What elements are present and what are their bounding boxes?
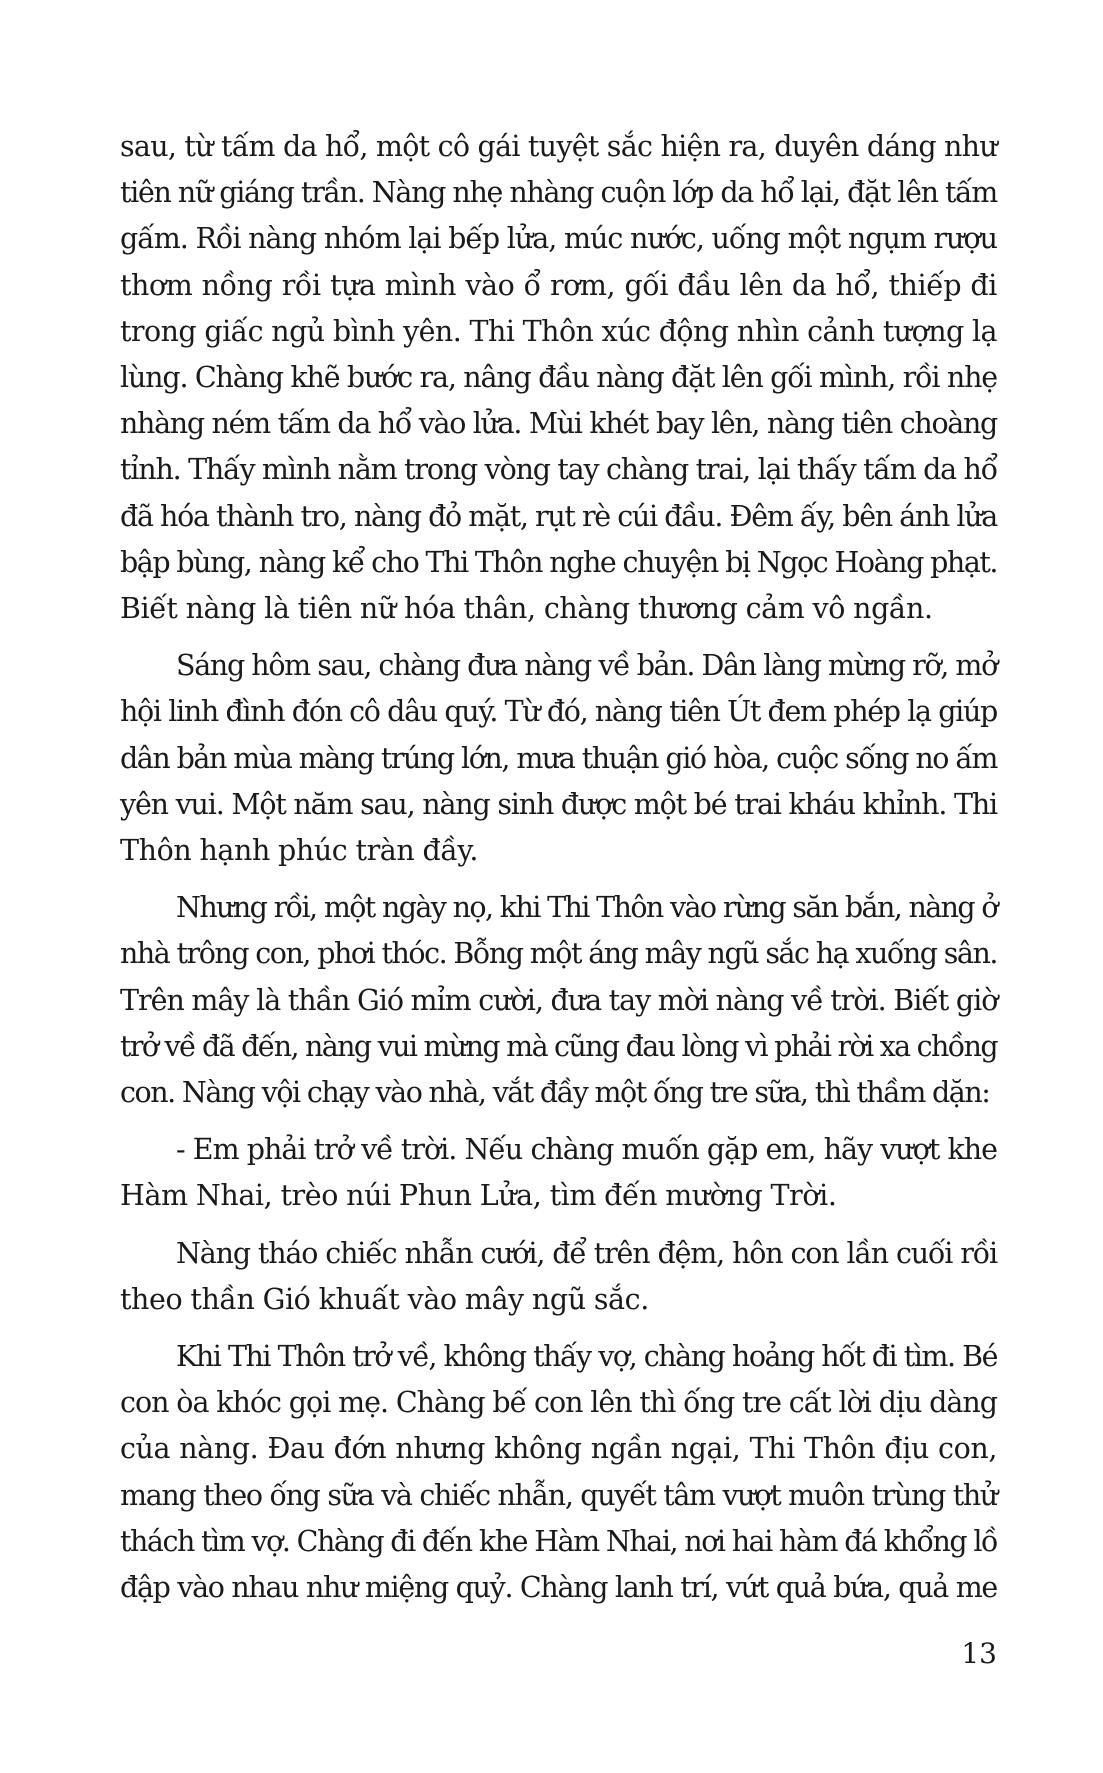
- text-line: sau, từ tấm da hổ, một cô gái tuyệt sắc hiện ra, duyên dáng như: [120, 130, 997, 163]
- text-line: Sáng hôm sau, chàng đưa nàng về bản. Dân làng mừng rỡ, mở: [176, 649, 997, 683]
- paragraph-1: [120, 124, 997, 632]
- text-line: tỉnh. Thấy mình nằm trong vòng tay chàng trai, lại thấy tấm da hổ: [120, 453, 997, 487]
- text-line: con. Nàng vội chạy vào nhà, vắt đầy một ống tre sữa, thì thầm dặn:: [120, 1076, 990, 1110]
- page-number: 13: [961, 1637, 997, 1670]
- text-line: Nàng tháo chiếc nhẫn cưới, để trên đệm, hôn con lần cuối rồi: [176, 1236, 997, 1270]
- text-line: Khi Thi Thôn trở về, không thấy vợ, chàng hoảng hốt đi tìm. Bé: [176, 1340, 997, 1374]
- text-line: bập bùng, nàng kể cho Thi Thôn nghe chuyện bị Ngọc Hoàng phạt.: [120, 545, 997, 579]
- text-line: trở về đã đến, nàng vui mừng mà cũng đau lòng vì phải rời xa chồng: [120, 1029, 997, 1063]
- text-line: đã hóa thành tro, nàng đỏ mặt, rụt rè cúi đầu. Đêm ấy, bên ánh lửa: [120, 499, 997, 533]
- text-line: con òa khóc gọi mẹ. Chàng bế con lên thì ống tre cất lời dịu dàng: [120, 1386, 997, 1420]
- text-line: theo thần Gió khuất vào mây ngũ sắc.: [120, 1282, 649, 1316]
- text-line: thơm nồng rồi tựa mình vào ổ rơm, gối đầu lên da hổ, thiếp đi: [120, 268, 997, 302]
- text-line: của nàng. Đau đớn nhưng không ngần ngại, Thi Thôn địu con,: [120, 1432, 997, 1466]
- text-line: nhà trông con, phơi thóc. Bỗng một áng mây ngũ sắc hạ xuống sân.: [120, 937, 997, 971]
- paragraph-3: [120, 885, 997, 1116]
- text-line: đập vào nhau như miệng quỷ. Chàng lanh trí, vứt quả bứa, quả me: [120, 1571, 997, 1605]
- text-line: Thôn hạnh phúc tràn đầy.: [120, 834, 478, 868]
- paragraph-5: [120, 1231, 997, 1323]
- text-line: Biết nàng là tiên nữ hóa thân, chàng thương cảm vô ngần.: [120, 592, 933, 626]
- paragraph-6: [120, 1334, 997, 1611]
- page-body: [120, 124, 997, 1622]
- text-line: trong giấc ngủ bình yên. Thi Thôn xúc động nhìn cảnh tượng lạ: [120, 314, 997, 348]
- text-line: tiên nữ giáng trần. Nàng nhẹ nhàng cuộn lớp da hổ lại, đặt lên tấm: [120, 176, 997, 210]
- text-line: gấm. Rồi nàng nhóm lại bếp lửa, múc nước, uống một ngụm rượu: [120, 222, 997, 256]
- paragraph-2: [120, 643, 997, 874]
- text-line: mang theo ống sữa và chiếc nhẫn, quyết tâm vượt muôn trùng thử: [120, 1478, 997, 1512]
- text-line: dân bản mùa màng trúng lớn, mưa thuận gió hòa, cuộc sống no ấm: [120, 741, 997, 775]
- text-line: yên vui. Một năm sau, nàng sinh được một bé trai kháu khỉnh. Thi: [120, 787, 997, 821]
- text-line: nhàng ném tấm da hổ vào lửa. Mùi khét bay lên, nàng tiên choàng: [120, 407, 997, 441]
- text-line: hội linh đình đón cô dâu quý. Từ đó, nàng tiên Út đem phép lạ giúp: [120, 695, 997, 729]
- paragraph-4: [120, 1127, 997, 1219]
- text-line: Nhưng rồi, một ngày nọ, khi Thi Thôn vào rừng săn bắn, nàng ở: [176, 891, 997, 925]
- text-line: - Em phải trở về trời. Nếu chàng muốn gặp em, hãy vượt khe: [176, 1133, 997, 1167]
- text-line: lùng. Chàng khẽ bước ra, nâng đầu nàng đặt lên gối mình, rồi nhẹ: [120, 361, 997, 395]
- text-line: Hàm Nhai, trèo núi Phun Lửa, tìm đến mường Trời.: [120, 1179, 837, 1213]
- text-line: Trên mây là thần Gió mỉm cười, đưa tay mời nàng về trời. Biết giờ: [120, 983, 998, 1017]
- text-line: thách tìm vợ. Chàng đi đến khe Hàm Nhai, nơi hai hàm đá khổng lồ: [120, 1524, 997, 1558]
